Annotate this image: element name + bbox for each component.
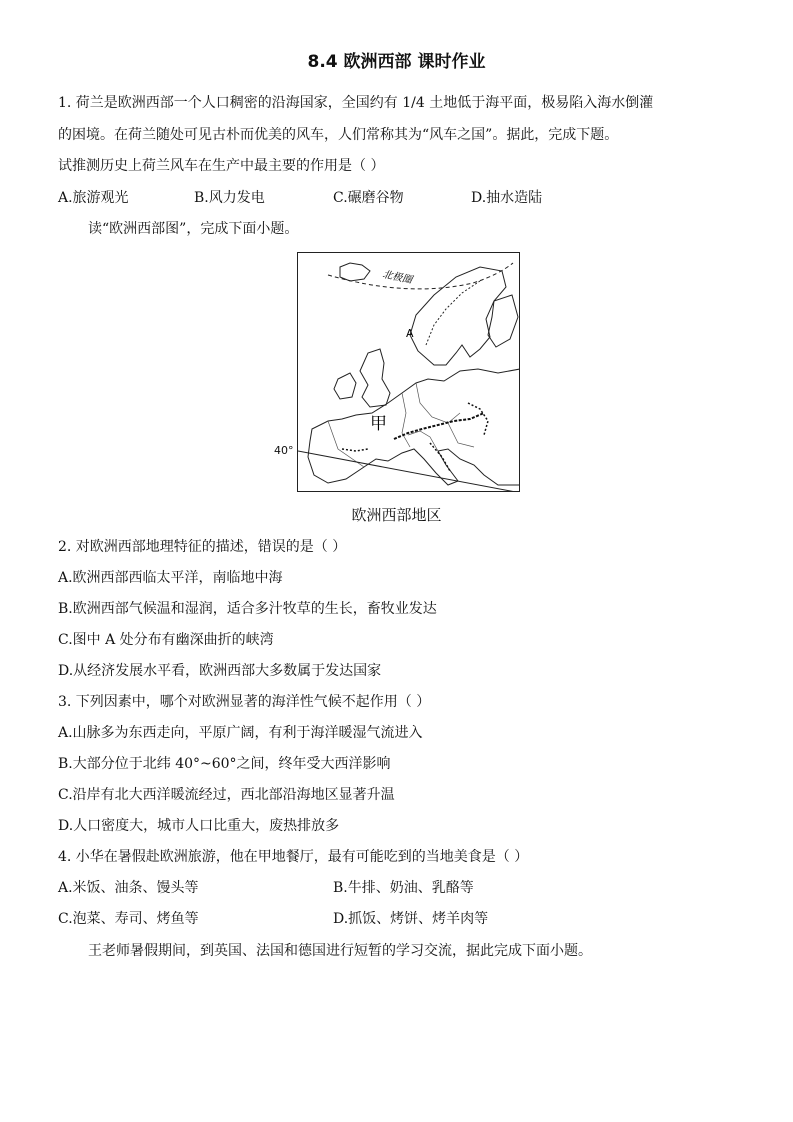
carpathian-mountains bbox=[468, 403, 488, 435]
q1-stem-line2: 的困境。在荷兰随处可见古朴而优美的风车，人们常称其为“风车之国”。据此，完成下题。 bbox=[58, 127, 619, 143]
latitude-40-line bbox=[298, 451, 520, 492]
q2-option-d: D.从经济发展水平看，欧洲西部大多数属于发达国家 bbox=[58, 663, 382, 679]
q4-stem: 4. 小华在暑假赴欧洲旅游，他在甲地餐厅，最有可能吃到的当地美食是（ ） bbox=[58, 849, 529, 865]
country-borders bbox=[328, 383, 474, 467]
q4-option-b: B.牛排、奶油、乳酪等 bbox=[333, 880, 474, 896]
q4-option-a: A.米饭、油条、馒头等 bbox=[58, 880, 199, 896]
ireland-shape bbox=[334, 373, 356, 399]
map-caption: 欧洲西部地区 bbox=[351, 506, 442, 524]
q3-option-a: A.山脉多为东西走向，平原广阔，有利于海洋暖湿气流进入 bbox=[58, 725, 423, 741]
q1-stem-line1: 1. 荷兰是欧洲西部一个人口稠密的沿海国家，全国约有 1/4 土地低于海平面，极易陷入海水倒灌 bbox=[58, 95, 654, 111]
alps-mountains bbox=[394, 413, 484, 439]
q1-option-d: D.抽水造陆 bbox=[471, 190, 543, 206]
q3-option-c: C.沿岸有北大西洋暖流经过，西北部沿海地区显著升温 bbox=[58, 787, 395, 803]
q1-option-b: B.风力发电 bbox=[194, 190, 265, 206]
continent-shape bbox=[308, 369, 520, 485]
latitude-40-label: 40° bbox=[274, 444, 294, 457]
map-intro: 读“欧洲西部图”，完成下面小题。 bbox=[88, 221, 299, 237]
scandinavia-shape bbox=[410, 267, 506, 365]
point-a-label: A bbox=[406, 327, 414, 340]
q4-option-d: D.抓饭、烤饼、烤羊肉等 bbox=[333, 911, 489, 927]
iceland-shape bbox=[340, 263, 370, 281]
q4-option-c: C.泡菜、寿司、烤鱼等 bbox=[58, 911, 199, 927]
q2-option-c: C.图中 A 处分布有幽深曲折的峡湾 bbox=[58, 632, 274, 648]
pyrenees-mountains bbox=[342, 449, 368, 451]
q2-stem: 2. 对欧洲西部地理特征的描述，错误的是（ ） bbox=[58, 539, 347, 555]
great-britain-shape bbox=[360, 349, 390, 407]
next-intro: 王老师暑假期间，到英国、法国和德国进行短暂的学习交流，据此完成下面小题。 bbox=[88, 943, 592, 959]
q3-option-d: D.人口密度大，城市人口比重大，废热排放多 bbox=[58, 818, 340, 834]
jia-label: 甲 bbox=[370, 414, 387, 434]
arctic-circle-line bbox=[328, 263, 513, 289]
map-graphic bbox=[298, 253, 520, 492]
q3-stem: 3. 下列因素中，哪个对欧洲显著的海洋性气候不起作用（ ） bbox=[58, 694, 431, 710]
scandinavia-mountains bbox=[426, 281, 480, 345]
page-title: 8.4 欧洲西部 课时作业 bbox=[307, 52, 486, 72]
q2-option-b: B.欧洲西部气候温和湿润，适合多汁牧草的生长，畜牧业发达 bbox=[58, 601, 437, 617]
q2-option-a: A.欧洲西部西临太平洋，南临地中海 bbox=[58, 570, 283, 586]
europe-map bbox=[297, 252, 520, 492]
arctic-circle-label: 北极圈 bbox=[381, 269, 414, 287]
q1-option-c: C.碾磨谷物 bbox=[333, 190, 404, 206]
q1-stem-line3: 试推测历史上荷兰风车在生产中最主要的作用是（ ） bbox=[58, 158, 385, 174]
q1-option-a: A.旅游观光 bbox=[58, 190, 129, 206]
apennines-mountains bbox=[430, 443, 450, 471]
finland-shape bbox=[488, 295, 518, 347]
q3-option-b: B.大部分位于北纬 40°~60°之间，终年受大西洋影响 bbox=[58, 756, 391, 772]
